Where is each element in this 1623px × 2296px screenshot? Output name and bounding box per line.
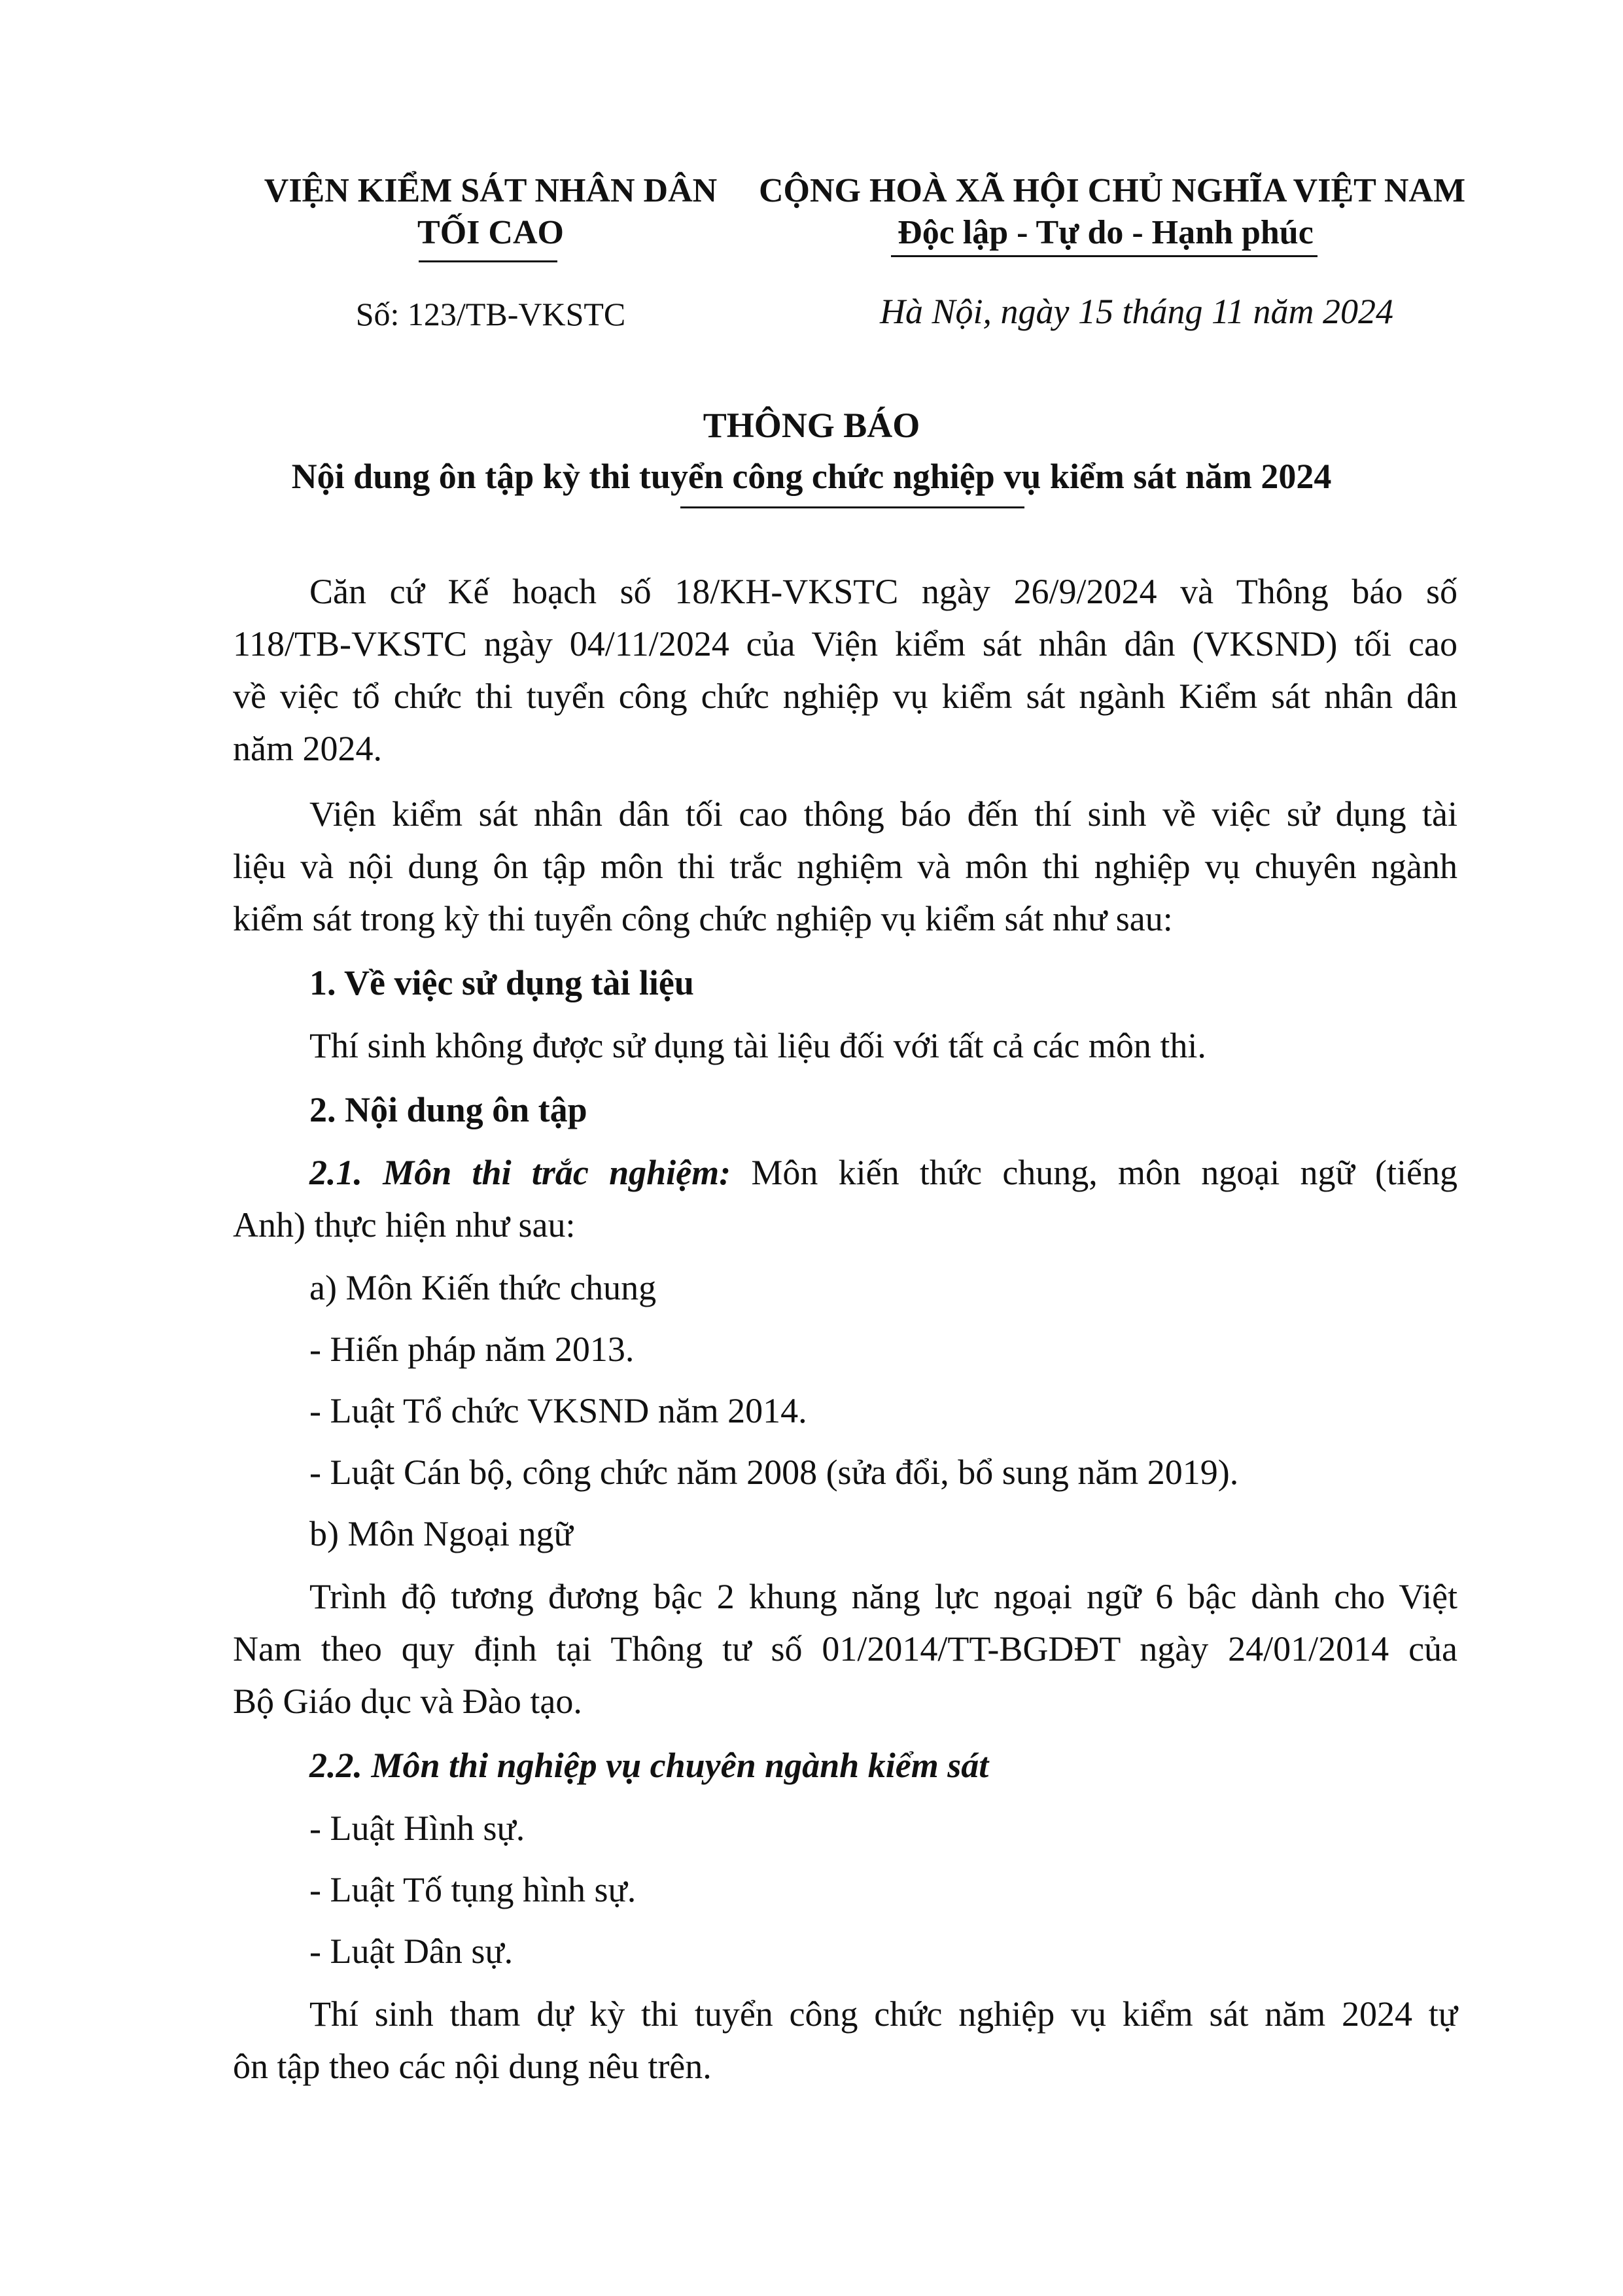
- item-22-1: - Luật Hình sự.: [309, 1809, 525, 1848]
- document-subtitle: Nội dung ôn tập kỳ thi tuyển công chức nghiệp vụ kiểm sát năm 2024: [291, 457, 1332, 496]
- para1-line1: Căn cứ Kế hoạch số 18/KH-VKSTC ngày 26/9/2024 và Thông báo số: [309, 572, 1457, 611]
- para2-line3: kiểm sát trong kỳ thi tuyển công chức nghiệp vụ kiểm sát như sau:: [233, 899, 1173, 938]
- document-number: Số: 123/TB-VKSTC: [355, 296, 626, 332]
- section2-heading: 2. Nội dung ôn tập: [309, 1090, 587, 1129]
- item-a-3: - Luật Cán bộ, công chức năm 2008 (sửa đổi, bổ sung năm 2019).: [309, 1453, 1239, 1492]
- issuing-agency-line1: VIỆN KIỂM SÁT NHÂN DÂN: [264, 172, 718, 209]
- section1-text: Thí sinh không được sử dụng tài liệu đối với tất cả các môn thi.: [309, 1026, 1206, 1065]
- place-and-date: Hà Nội, ngày 15 tháng 11 năm 2024: [880, 292, 1393, 331]
- section1-heading: 1. Về việc sử dụng tài liệu: [309, 963, 694, 1002]
- item-a-heading: a) Môn Kiến thức chung: [309, 1268, 657, 1307]
- item-a-1: - Hiến pháp năm 2013.: [309, 1330, 635, 1369]
- para2-line1: Viện kiểm sát nhân dân tối cao thông báo đến thí sinh về việc sử dụng tài: [309, 794, 1457, 834]
- item-b-heading: b) Môn Ngoại ngữ: [309, 1514, 573, 1553]
- national-motto: Độc lập - Tự do - Hạnh phúc: [898, 214, 1314, 251]
- national-title: CỘNG HOÀ XÃ HỘI CHỦ NGHĨA VIỆT NAM: [759, 172, 1466, 209]
- subsection22-heading: 2.2. Môn thi nghiệp vụ chuyên ngành kiểm sát: [309, 1746, 989, 1785]
- item-b-line3: Bộ Giáo dục và Đào tạo.: [233, 1682, 582, 1721]
- closing-line2: ôn tập theo các nội dung nêu trên.: [233, 2047, 712, 2086]
- item-22-3: - Luật Dân sự.: [309, 1932, 514, 1971]
- item-a-2: - Luật Tổ chức VKSND năm 2014.: [309, 1391, 807, 1430]
- subsection21-label: 2.1. Môn thi trắc nghiệm:: [309, 1153, 731, 1192]
- agency-underline: [419, 260, 557, 262]
- document-title: THÔNG BÁO: [703, 406, 920, 445]
- issuing-agency-line2: TỐI CAO: [417, 214, 564, 251]
- item-b-line1: Trình độ tương đương bậc 2 khung năng lực ngoại ngữ 6 bậc dành cho Việt: [309, 1577, 1457, 1616]
- closing-line1: Thí sinh tham dự kỳ thi tuyển công chức nghiệp vụ kiểm sát năm 2024 tự: [309, 1994, 1457, 2034]
- para2-line2: liệu và nội dung ôn tập môn thi trắc nghiệm và môn thi nghiệp vụ chuyên ngành: [233, 847, 1457, 886]
- subsection21-line2: Anh) thực hiện như sau:: [233, 1205, 576, 1245]
- motto-underline: [891, 255, 1318, 257]
- para1-line4: năm 2024.: [233, 729, 382, 768]
- subtitle-underline: [680, 506, 1024, 508]
- subsection21-text: Môn kiến thức chung, môn ngoại ngữ (tiếng: [731, 1153, 1458, 1192]
- item-b-line2: Nam theo quy định tại Thông tư số 01/2014/TT-BGDĐT ngày 24/01/2014 của: [233, 1629, 1457, 1669]
- para1-line2: 118/TB-VKSTC ngày 04/11/2024 của Viện kiểm sát nhân dân (VKSND) tối cao: [233, 624, 1457, 663]
- item-22-2: - Luật Tố tụng hình sự.: [309, 1870, 637, 1909]
- subsection21-line1: [309, 1152, 1457, 1193]
- para1-line3: về việc tổ chức thi tuyển công chức nghiệp vụ kiểm sát ngành Kiểm sát nhân dân: [233, 677, 1457, 716]
